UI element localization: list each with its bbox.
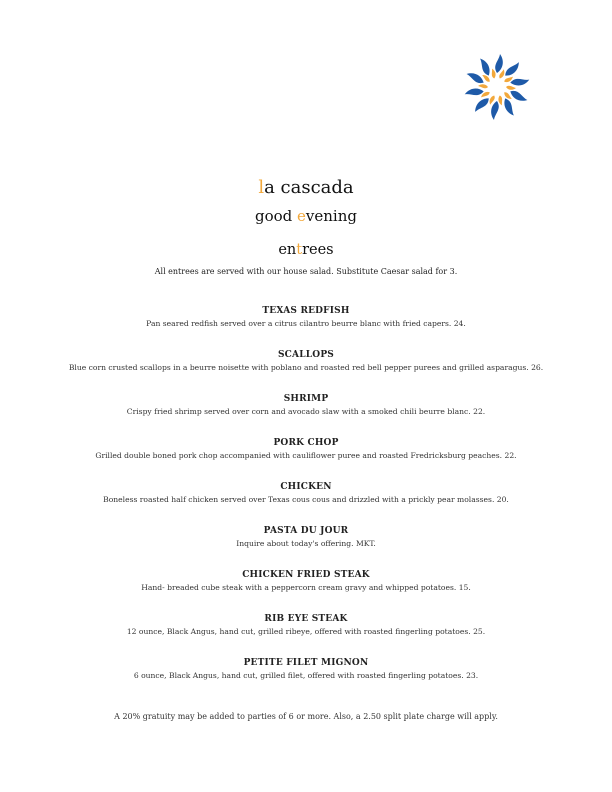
menu-item [0, 305, 612, 349]
restaurant-name-text: a cascada [264, 177, 354, 198]
item-name: SHRIMP [283, 394, 329, 404]
menu-item [0, 657, 612, 701]
menu-item [0, 481, 612, 525]
item-name: SCALLOPS [277, 350, 334, 360]
restaurant-name [0, 177, 612, 198]
item-desc: Crispy fried shrimp served over corn and avocado slaw with a smoked chili beurre blanc. 22. [126, 407, 486, 416]
accent-letter: t [296, 242, 303, 258]
menu-item [0, 437, 612, 481]
accent-letter: l [258, 177, 265, 198]
menu-item [0, 393, 612, 437]
item-name: PASTA DU JOUR [263, 526, 349, 536]
menu-item [0, 613, 612, 657]
menu-item [0, 525, 612, 569]
item-desc: Boneless roasted half chicken served over Texas cous cous and drizzled with a prickly pear molasses. 20. [103, 495, 509, 504]
menu-item [0, 349, 612, 393]
item-desc: 12 ounce, Black Angus, hand cut, grilled ribeye, offered with roasted fingerling potatoes. 25. [126, 627, 486, 636]
section-post: rees [302, 242, 334, 258]
item-desc: 6 ounce, Black Angus, hand cut, grilled filet, offered with roasted fingerling potatoes. 23. [133, 671, 479, 680]
item-desc: Grilled double boned pork chop accompanied with cauliflower puree and roasted Fredricksburg peaches. 22. [95, 451, 517, 460]
greeting-post: vening [305, 207, 357, 225]
item-desc: Blue corn crusted scallops in a beurre noisette with poblano and roasted red bell pepper purees and grilled asparagus. 26. [68, 363, 544, 372]
sun-logo-icon [462, 52, 532, 122]
menu-list [0, 305, 612, 701]
gratuity-note: A 20% gratuity may be added to parties of 6 or more. Also, a 2.50 split plate charge will apply. [114, 712, 498, 721]
item-name: CHICKEN [280, 482, 332, 492]
section-pre: en [278, 242, 297, 258]
greeting [0, 207, 612, 225]
item-name: RIB EYE STEAK [264, 614, 348, 624]
item-desc: Pan seared redfish served over a citrus cilantro beurre blanc with fried capers. 24. [146, 319, 466, 328]
section-title [0, 242, 612, 258]
item-name: CHICKEN FRIED STEAK [242, 570, 370, 580]
item-desc: Inquire about today's offering. MKT. [236, 539, 376, 548]
item-name: PETITE FILET MIGNON [243, 658, 369, 668]
accent-letter: e [297, 207, 306, 225]
item-name: PORK CHOP [273, 438, 339, 448]
intro-note: All entrees are served with our house salad. Substitute Caesar salad for 3. [154, 267, 458, 276]
menu-item [0, 569, 612, 613]
item-desc: Hand- breaded cube steak with a peppercorn cream gravy and whipped potatoes. 15. [141, 583, 471, 592]
greeting-pre: good [254, 207, 298, 225]
item-name: TEXAS REDFISH [262, 306, 350, 316]
